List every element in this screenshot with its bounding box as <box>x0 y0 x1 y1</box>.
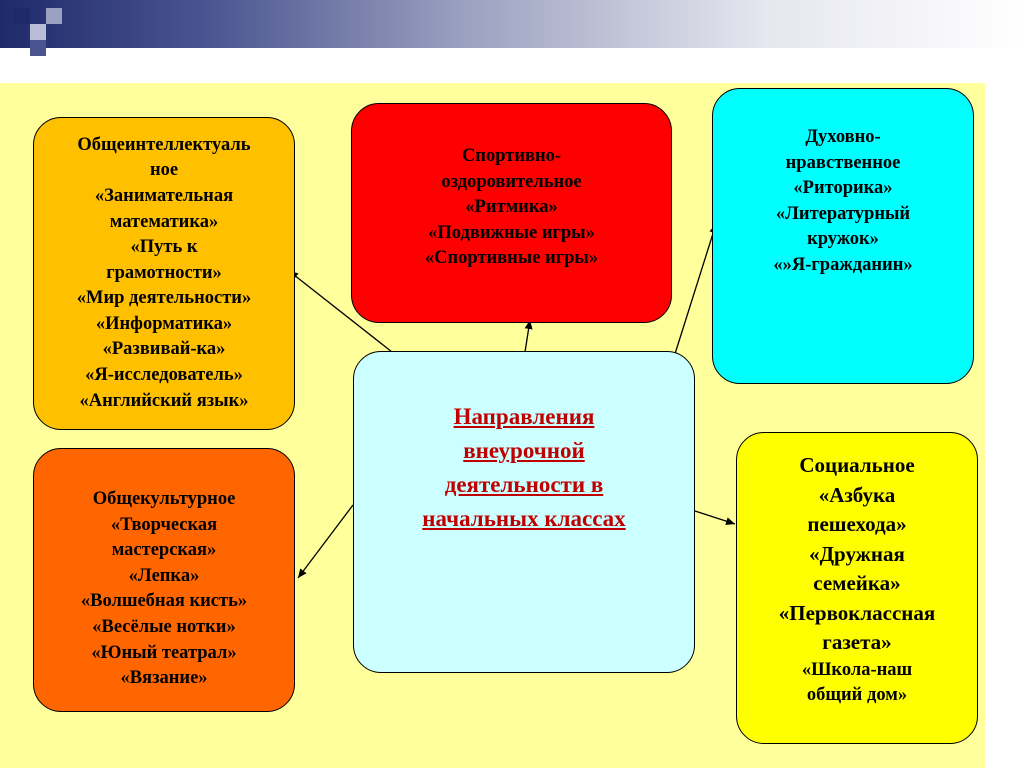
text-line: Социальное <box>799 453 915 477</box>
text-line: «Азбука <box>818 482 896 507</box>
corner-square-mid <box>46 8 62 24</box>
text-line: Общеинтеллектуаль <box>77 134 251 155</box>
text-line: «Риторика» <box>793 178 893 199</box>
text-line: семейка» <box>813 571 901 595</box>
text-line: «Литературный <box>775 203 911 224</box>
text-line: «Ритмика» <box>465 197 558 218</box>
corner-square-navy <box>30 40 46 56</box>
intellectual-direction-box <box>33 117 295 430</box>
text-line: мастерская» <box>111 540 217 561</box>
text-line: «»Я-гражданин» <box>773 254 913 275</box>
corner-square-light <box>30 24 46 40</box>
text-line: общий дом» <box>806 685 908 706</box>
center-title-box <box>353 351 695 673</box>
text-line: ное <box>149 160 179 181</box>
cultural-direction-box <box>33 448 295 712</box>
text-line: Спортивно- <box>461 146 562 166</box>
text-line: «Волшебная кисть» <box>80 591 248 612</box>
social-small-lines <box>802 658 912 709</box>
text-line: математика» <box>109 211 219 232</box>
text-line: деятельности в <box>444 472 604 497</box>
text-line: Общекультурное <box>92 489 236 509</box>
text-line: «Дружная <box>809 541 905 566</box>
spiritual-direction-box <box>712 88 974 384</box>
text-line: нравственное <box>785 152 901 173</box>
text-line: «Вязание» <box>120 668 208 689</box>
text-line: внеурочной <box>463 438 585 463</box>
text-line: пешехода» <box>807 512 907 536</box>
sport-direction-box <box>351 103 672 323</box>
text-line: «Подвижные игры» <box>428 222 595 243</box>
text-line: Направления <box>453 404 595 429</box>
social-main-lines <box>779 451 936 658</box>
text-line: «Творческая <box>110 514 218 535</box>
text-line: «Спортивные игры» <box>424 248 599 269</box>
text-line: «Я-исследователь» <box>85 365 243 386</box>
text-line: «Мир деятельности» <box>76 288 252 309</box>
text-line: «Юный театрал» <box>91 642 237 663</box>
text-line: «Развивай-ка» <box>102 339 226 360</box>
text-line: кружок» <box>807 229 879 250</box>
text-line: «Школа-наш <box>801 659 913 680</box>
text-line: «Весёлые нотки» <box>92 616 236 637</box>
text-line: «Путь к <box>130 237 198 258</box>
text-line: «Английский язык» <box>79 390 249 411</box>
text-line: газета» <box>822 630 892 654</box>
text-line: «Первоклассная <box>778 600 936 625</box>
text-line: «Информатика» <box>95 313 233 334</box>
header-bar <box>0 0 1024 48</box>
text-line: Духовно- <box>805 127 881 147</box>
social-direction-box <box>736 432 978 744</box>
text-line: «Занимательная <box>94 185 234 206</box>
text-line: оздоровительное <box>441 171 582 192</box>
text-line: начальных классах <box>422 506 626 531</box>
text-line: «Лепка» <box>128 565 200 586</box>
text-line: грамотности» <box>106 262 222 283</box>
corner-square-dark <box>14 8 30 24</box>
